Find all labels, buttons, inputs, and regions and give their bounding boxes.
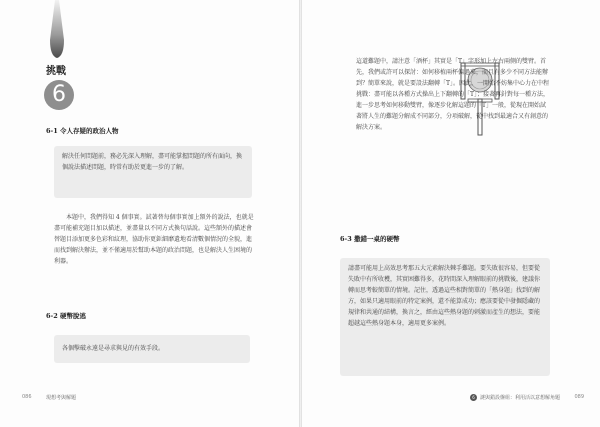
running-title-right-text: 謎與錯設盤組：利用活以意想解角題 xyxy=(479,395,560,401)
chapter-label: 挑戰 xyxy=(46,66,66,77)
chapter-footer-badge: 6 xyxy=(470,394,477,401)
page-number-left: 086 xyxy=(22,394,32,400)
callout-6-1: 解決任何問題前，務必先深入理解，盡可能掌握問題的所有面向，換個說法描述問題，時常有助於更進一步的了解。 xyxy=(54,146,252,198)
section-title-6-3: 6-3 撒錯一桌的硬幣 xyxy=(340,235,400,243)
running-title-left: 現想考與解題 xyxy=(46,395,77,401)
right-page xyxy=(302,0,600,427)
callout-6-3: 請盡可能用上高效思考那五大元素解決棘手難題。要失敗很容易，但要從失敗中有所收穫，其實困難得多，花時間深入理解眼前的挑戰後，建議你轉而思考較簡單的情境。記住，透過這些相對簡單的「熱身題」找到的解方，如果只適用眼前的特定案例，還不能算成功；應該要從中發掘隱藏的規律和共通的結構，換言之，經由這些熱身題的刺激而產生的想法，要能超越這些熱身題本身，適用更多案例。 xyxy=(340,258,550,376)
callout-6-2: 各個擊破永遠是尋求與見的有效手段。 xyxy=(54,335,250,363)
chapter-number-badge: 6 xyxy=(44,80,74,110)
body-text-6-1: 本題中，我們得知 4 個事實。試著替每個事實加上額外的說法，也就是盡可能補充題目加以描述，並盡量以不同方式換句話說。這些額外的描述會替題目添加更多色彩和紋理，協助你更鉅細靡遺地看清數個情況的全貌，進而找到解決辦法，並不僅適用於幫助本題的政治問題，也是解決人生困境的利器。 xyxy=(54,214,254,265)
body-text-intro: 這道難題中，請注意「酒杯」其實是「T」字形加上左右兩側的雙臂。首先，我們或許可以探討：如何移植兩杯偏過來，而且有多少不同方法能辦到？簡單來說，就是要設法翻轉「T」。因此，一開始不妨集中心力在中程挑戰：盡可能以各種方式操出上下翻轉的「T」；接著再針對每一種方法，進一步思考如何移動雙臂，像逐步化解這題的「T」一般，從現在開始試著將人生的難題分解成不同部分，分項破解，從中找到最適合又有創意的解決方案。 xyxy=(356,58,550,131)
section-title-6-1: 6-1 令人存疑的政治人物 xyxy=(46,127,119,135)
chapter-drop-decoration xyxy=(42,0,72,62)
left-page xyxy=(0,0,299,427)
page-number-right: 089 xyxy=(574,394,584,400)
section-title-6-2: 6-2 硬幣脫逃 xyxy=(46,312,87,320)
running-title-right xyxy=(470,394,560,401)
